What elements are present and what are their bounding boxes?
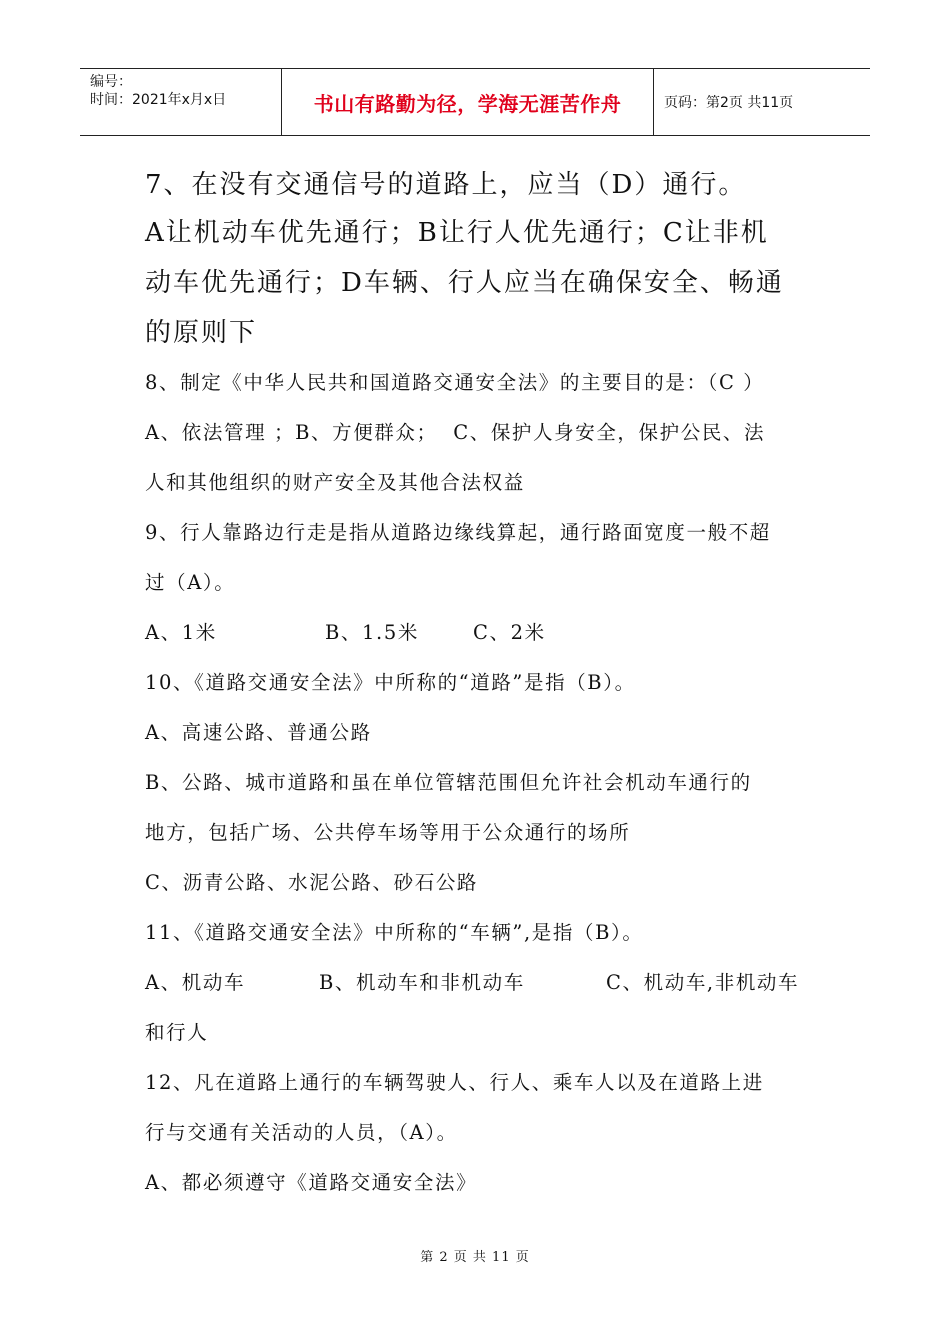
serial-label: 编号： xyxy=(90,74,132,90)
header-motto-cell xyxy=(282,69,654,135)
q11-option-c: C、机动车,非机动车 xyxy=(606,971,800,994)
q11-option-a: A、机动车 xyxy=(145,971,246,994)
q11-option-c-line2: 和行人 xyxy=(145,1021,209,1044)
q7-options-line1: A让机动车优先通行；B让行人优先通行；C让非机 xyxy=(145,218,769,248)
time-label: 时间：2021年x月x日 xyxy=(90,92,227,108)
q9-option-b: B、1.5米 xyxy=(325,621,419,644)
header-page-cell xyxy=(654,69,870,135)
q10-option-b-line1: B、公路、城市道路和虽在单位管辖范围但允许社会机动车通行的 xyxy=(145,771,752,794)
header-page-info: 页码：第2页 共11页 xyxy=(664,95,794,111)
q8-options-line2: 人和其他组织的财产安全及其他合法权益 xyxy=(145,471,525,494)
q11-question: 11、《道路交通安全法》中所称的“车辆”,是指（B）。 xyxy=(145,921,644,944)
q10-option-a: A、高速公路、普通公路 xyxy=(145,721,372,744)
q10-question: 10、《道路交通安全法》中所称的“道路”是指（B）。 xyxy=(145,671,636,694)
q9-option-c: C、2米 xyxy=(473,621,546,644)
q10-option-c: C、沥青公路、水泥公路、砂石公路 xyxy=(145,871,479,894)
q12-question-line1: 12、凡在道路上通行的车辆驾驶人、行人、乘车人以及在道路上进 xyxy=(145,1071,764,1094)
q9-question-line1: 9、行人靠路边行走是指从道路边缘线算起，通行路面宽度一般不超 xyxy=(145,521,771,544)
q8-question: 8、制定《中华人民共和国道路交通安全法》的主要目的是：（C ） xyxy=(145,371,765,394)
motto-text: 书山有路勤为径，学海无涯苦作舟 xyxy=(313,91,622,116)
page-header xyxy=(80,68,870,136)
document-body xyxy=(145,162,810,1208)
q11-options xyxy=(145,958,810,1008)
q10-option-b-line2: 地方，包括广场、公共停车场等用于公众通行的场所 xyxy=(145,821,631,844)
q7-question: 7、在没有交通信号的道路上，应当（D）通行。 xyxy=(145,170,747,200)
q8-options-line1: A、依法管理 ；B、方便群众； C、保护人身安全，保护公民、法 xyxy=(145,421,766,444)
header-meta-cell xyxy=(80,69,282,135)
page-footer xyxy=(0,1246,950,1265)
q12-question-line2: 行与交通有关活动的人员，（A）。 xyxy=(145,1121,458,1144)
q7-options-line3: 的原则下 xyxy=(145,318,258,348)
footer-page-number: 第 2 页 共 11 页 xyxy=(420,1250,530,1265)
q7-options-line2: 动车优先通行；D车辆、行人应当在确保安全、畅通 xyxy=(145,268,784,298)
q9-options xyxy=(145,608,810,658)
q9-question-line2: 过（A）。 xyxy=(145,571,236,594)
q11-option-b: B、机动车和非机动车 xyxy=(319,971,525,994)
q9-option-a: A、1米 xyxy=(145,621,217,644)
q12-option-a: A、都必须遵守《道路交通安全法》 xyxy=(145,1171,478,1194)
